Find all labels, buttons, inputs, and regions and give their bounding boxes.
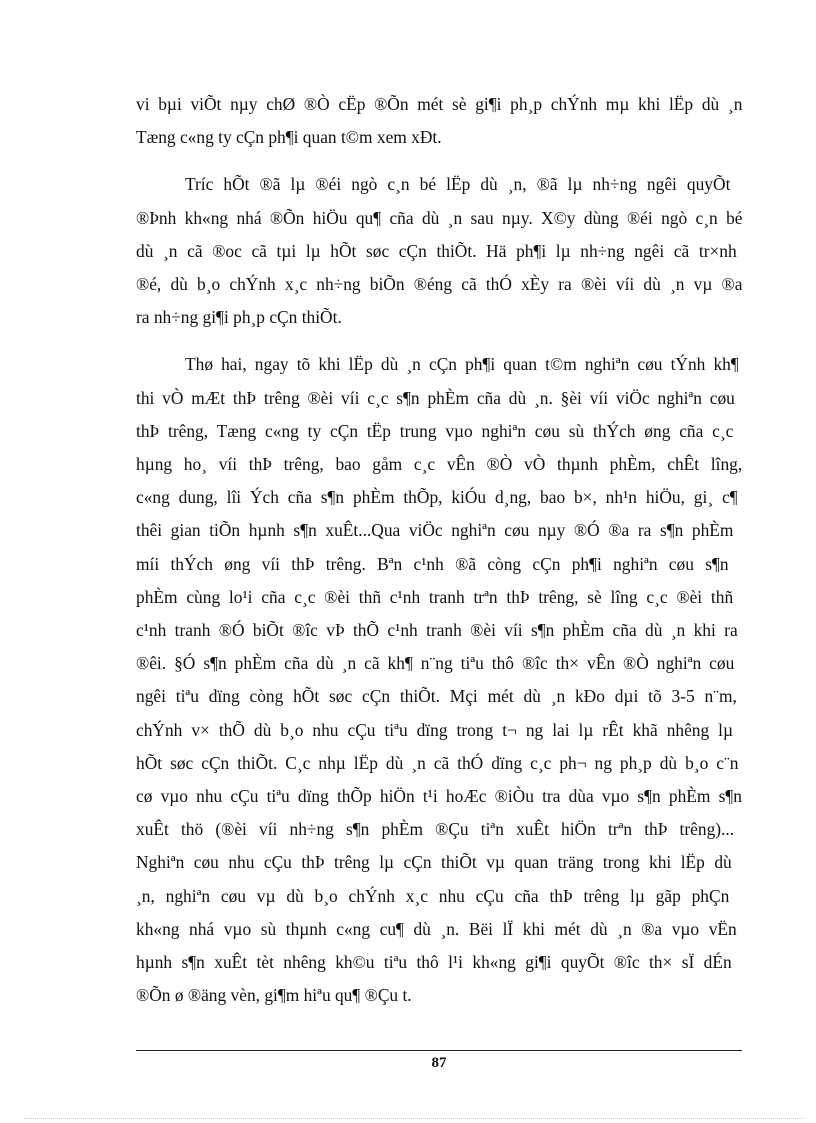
footer-divider	[136, 1050, 742, 1051]
text-line: phÈm cùng lo¹i cña c¸c ®èi thñ c¹nh tranh trªn thÞ trêng, sè lîng c¸c ®èi thñ	[136, 586, 734, 607]
text-line: ngêi tiªu dïng còng hÕt søc cÇn thiÕt. Mçi mét dù ¸n kÐo dµi tõ 3-5 n¨m,	[136, 686, 737, 707]
text-line: xuÊt thö (®èi víi nh÷ng s¶n phÈm ®Çu tiªn xuÊt hiÖn trªn thÞ trêng)...	[136, 819, 735, 840]
text-line: ¸n, nghiªn cøu vµ dù b¸o chÝnh x¸c nhu cÇu cña thÞ trêng lµ gãp phÇn	[136, 885, 730, 906]
text-line: thÞ trêng, Tæng c«ng ty cÇn tËp trung vµo nghiªn cøu sù thÝch øng cña c¸c	[136, 420, 734, 441]
text-line: ®Õn ø ®äng vèn, gi¶m hiªu qu¶ ®Çu t.	[136, 985, 412, 1006]
page-edge-divider	[24, 1118, 804, 1119]
text-line: c«ng dung, lîi Ých cña s¶n phÈm thÕp, kiÓu d¸ng, bao b×, nh¹n hiÖu, gi¸ c¶	[136, 487, 738, 508]
paragraph	[136, 168, 742, 334]
text-line: Tæng c«ng ty cÇn ph¶i quan t©m xem xÐt.	[136, 127, 442, 148]
text-line: cø vµo nhu cÇu tiªu dïng thÕp hiÖn t¹i hoÆc ®iÒu tra dùa vµo s¶n phÈm s¶n	[136, 786, 742, 807]
text-line: ®Þnh kh«ng nhá ®Õn hiÖu qu¶ cña dù ¸n sau nµy. X©y dùng ®éi ngò c¸n bé	[136, 207, 742, 228]
text-line: c¹nh tranh ®Ó biÕt ®îc vÞ thÕ c¹nh tranh ®èi víi s¶n phÈm cña dù ¸n khi ra	[136, 620, 738, 641]
body-text	[136, 88, 742, 1026]
text-line: ra nh÷ng gi¶i ph¸p cÇn thiÕt.	[136, 307, 342, 328]
page-number: 87	[431, 1055, 447, 1071]
paragraph	[136, 348, 742, 1012]
text-line: Nghiªn cøu nhu cÇu thÞ trêng lµ cÇn thiÕt vµ quan träng trong khi lËp dù	[136, 852, 732, 873]
text-line: ®êi. §Ó s¶n phÈm cña dù ¸n cã kh¶ n¨ng tiªu thô ®îc th× vÊn ®Ò nghiªn cøu	[136, 653, 735, 674]
text-line: dù ¸n cã ®oc cã tµi lµ hÕt søc cÇn thiÕt. Hä ph¶i lµ nh÷ng ngêi cã tr×nh	[136, 240, 737, 261]
paragraph	[136, 88, 742, 154]
text-line: thêi gian tiÕn hµnh s¶n xuÊt...Qua viÖc nghiªn cøu nµy ®Ó ®a ra s¶n phÈm	[136, 520, 734, 541]
text-line: míi thÝch øng víi thÞ trêng. Bªn c¹nh ®ã còng cÇn ph¶i nghiªn cøu s¶n	[136, 553, 729, 574]
text-line: chÝnh v× thÕ dù b¸o nhu cÇu tiªu dïng trong t¬ ng lai lµ rÊt khã nhêng lµ	[136, 719, 734, 740]
text-line: thi vÒ mÆt thÞ trêng ®èi víi c¸c s¶n phÈm cña dù ¸n. §èi víi viÖc nghiªn cøu	[136, 387, 735, 408]
text-line: hµnh s¶n xuÊt tèt nhêng kh©u tiªu thô l¹i kh«ng gi¶i quyÕt ®îc th× sÏ dÉn	[136, 952, 732, 973]
text-line: Thø hai, ngay tõ khi lËp dù ¸n cÇn ph¶i quan t©m nghiªn cøu tÝnh kh¶	[185, 354, 739, 375]
text-line: kh«ng nhá vµo sù thµnh c«ng cu¶ dù ¸n. Bëi lÏ khi mét dù ¸n ®a vµo vËn	[136, 918, 737, 939]
text-line: hÕt søc cÇn thiÕt. C¸c nhµ lËp dù ¸n cã thÓ dïng c¸c ph¬ ng ph¸p dù b¸o c¨n	[136, 752, 739, 773]
text-line: Tríc hÕt ®ã lµ ®éi ngò c¸n bé lËp dù ¸n, ®ã lµ nh÷ng ngêi quyÕt	[185, 174, 731, 195]
text-line: ®é, dù b¸o chÝnh x¸c nh÷ng biÕn ®éng cã thÓ xÈy ra ®èi víi dù ¸n vµ ®a	[136, 274, 742, 295]
text-line: hµng ho¸ víi thÞ trêng, bao gåm c¸c vÊn ®Ò vÒ thµnh phÈm, chÊt lîng,	[136, 454, 742, 475]
text-line: vi bµi viÕt nµy chØ ®Ò cËp ®Õn mét sè gi¶i ph¸p chÝnh mµ khi lËp dù ¸n	[136, 94, 742, 114]
